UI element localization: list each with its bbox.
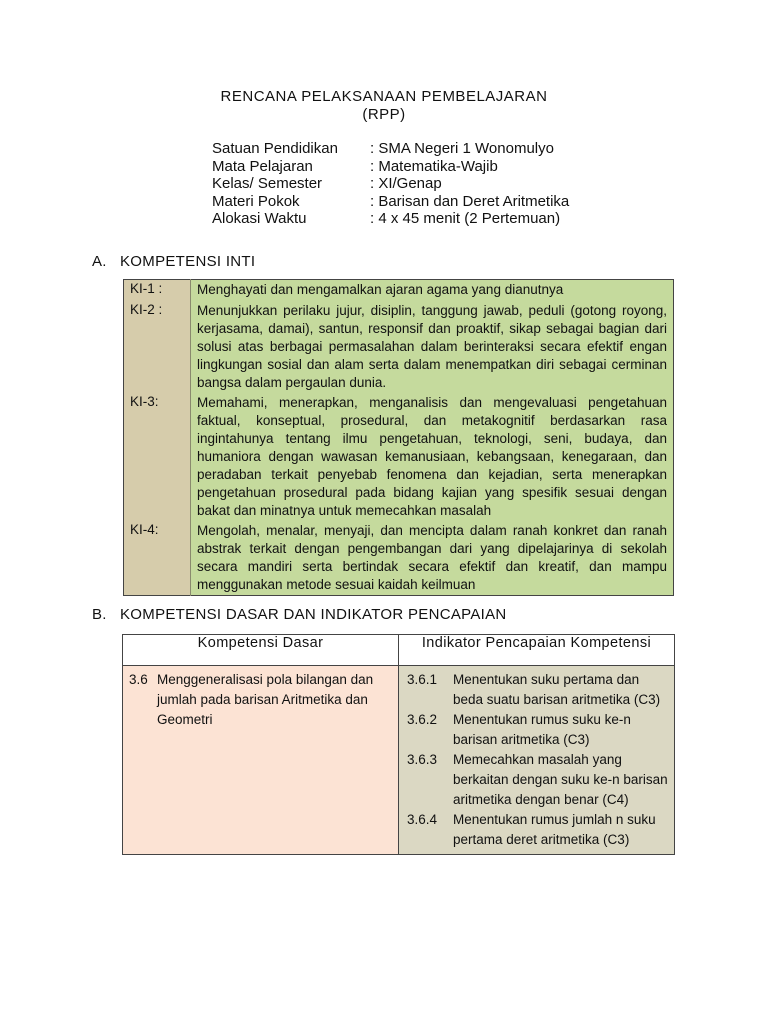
meta-label: Alokasi Waktu (212, 210, 307, 227)
indicator-number: 3.6.3 (407, 752, 438, 767)
section-letter: B. (92, 606, 107, 623)
kd-item (129, 670, 392, 730)
indicator-number: 3.6.1 (407, 672, 438, 687)
indicator-item (407, 710, 668, 750)
column-header-kompetensi-dasar: Kompetensi Dasar (123, 635, 399, 666)
kd-cell (123, 666, 399, 855)
ki-text: Mengolah, menalar, menyaji, dan mencipta dalam ranah konkret dan ranah abstrak terkait dengan pengembangan dari yang dipelajarinya di sekolah secara mandiri serta bertindak secara efektif dan kreatif, dan mampu menggunakan metode sesuai kaidah keilmuan (191, 521, 674, 596)
kd-number: 3.6 (129, 672, 148, 687)
kd-text: Menggeneralisasi pola bilangan dan jumlah pada barisan Aritmetika dan Geometri (157, 672, 374, 727)
meta-value: : XI/Genap (370, 175, 442, 192)
indicator-cell (399, 666, 675, 855)
document-subtitle: (RPP) (362, 106, 406, 123)
meta-label: Satuan Pendidikan (212, 140, 338, 157)
column-header-indikator: Indikator Pencapaian Kompetensi (399, 635, 675, 666)
section-heading-kompetensi-inti (92, 253, 255, 270)
indicator-text: Menentukan rumus jumlah n suku pertama deret aritmetika (C3) (453, 812, 656, 847)
ki-label: KI-4: (124, 521, 191, 596)
meta-row (212, 193, 569, 211)
ki-label: KI-1 : (124, 280, 191, 302)
document-title: RENCANA PELAKSANAAN PEMBELAJARAN (220, 88, 548, 105)
section-heading-kompetensi-dasar (92, 606, 507, 623)
meta-value: : SMA Negeri 1 Wonomulyo (370, 140, 554, 157)
section-title: KOMPETENSI INTI (120, 253, 256, 270)
identity-block (212, 140, 569, 228)
indicator-item (407, 670, 668, 710)
indicator-text: Menentukan suku pertama dan beda suatu barisan aritmetika (C3) (453, 672, 661, 707)
ki-text: Menghayati dan mengamalkan ajaran agama yang dianutnya (191, 280, 674, 302)
meta-value: : Matematika-Wajib (370, 157, 498, 175)
meta-row (212, 175, 569, 193)
table-header-row (123, 635, 675, 666)
ki-text: Menunjukkan perilaku jujur, disiplin, tanggung jawab, peduli (gotong royong, kerjasama, damai), santun, responsif dan proaktif, sikap sebagai bagian dari solusi atas berbagai permasalahan dalam berinteraksi secara efektif engan lingkungan sosial dan alam serta dalam menempatkan diri sebagai cerminan bangsa dalam pergaulan dunia. (191, 301, 674, 393)
ki-text: Memahami, menerapkan, menganalisis dan mengevaluasi pengetahuan faktual, konseptual, prosedural, dan metakognitif berdasarkan rasa ingintahunya tentang ilmu pengetahuan, teknologi, seni, budaya, dan humaniora dengan wawasan kemanusiaan, kebangsaan, kenegaraan, dan peradaban terkait penyebab fenomena dan kejadian, serta menerapkan pengetahuan prosedural pada bidang kajian yang spesifik sesuai dengan bakat dan minatnya untuk memecahkan masalah (191, 393, 674, 521)
indicator-item (407, 750, 668, 810)
table-row (124, 301, 674, 393)
indicator-item (407, 810, 668, 850)
meta-label: Materi Pokok (212, 192, 300, 210)
meta-label: Kelas/ Semester (212, 175, 323, 192)
indicator-text: Menentukan rumus suku ke-n barisan aritmetika (C3) (453, 712, 631, 747)
table-row (124, 521, 674, 596)
ki-label: KI-3: (124, 393, 191, 521)
table-row (124, 280, 674, 302)
meta-value: : Barisan dan Deret Aritmetika (370, 192, 570, 210)
kompetensi-dasar-table (122, 634, 675, 855)
indicator-number: 3.6.2 (407, 712, 438, 727)
meta-row (212, 210, 569, 228)
meta-row (212, 158, 569, 176)
ki-label: KI-2 : (124, 301, 191, 393)
table-row (123, 666, 675, 855)
meta-row (212, 140, 569, 158)
meta-label: Mata Pelajaran (212, 157, 313, 175)
kompetensi-inti-table (123, 279, 674, 596)
indicator-number: 3.6.4 (407, 812, 438, 827)
indicator-text: Memecahkan masalah yang berkaitan dengan suku ke-n barisan aritmetika dengan benar (C4) (453, 752, 668, 807)
section-letter: A. (92, 253, 107, 270)
table-row (124, 393, 674, 521)
meta-value: : 4 x 45 menit (2 Pertemuan) (370, 210, 561, 227)
section-title: KOMPETENSI DASAR DAN INDIKATOR PENCAPAIAN (120, 606, 507, 623)
